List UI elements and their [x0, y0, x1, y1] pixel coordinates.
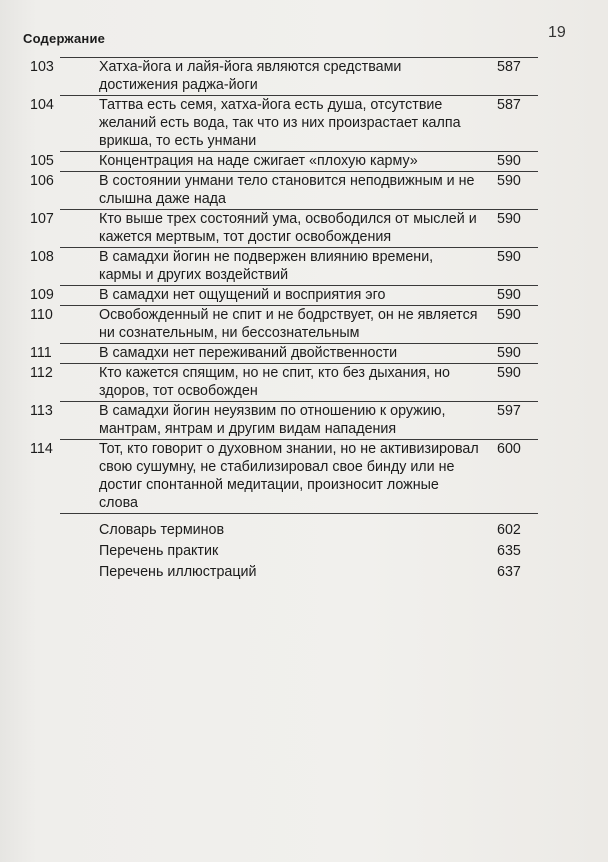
appendix-title: Перечень практик [99, 543, 219, 559]
appendix-page: 637 [497, 564, 521, 580]
appendix-title: Словарь терминов [99, 522, 225, 538]
entry-page: 590 [497, 365, 521, 381]
entry-number: 114 [30, 441, 53, 457]
toc-entry [30, 364, 538, 402]
entry-title: Освобожденный не спит и не бодрствует, он не является ни сознательным, ни бессознательным [99, 307, 478, 341]
entry-title: Концентрация на наде сжигает «плохую карму» [99, 153, 418, 169]
toc-entry [30, 172, 538, 210]
toc-entry [30, 248, 538, 286]
entry-title: В самадхи йогин неуязвим по отношению к оружию, мантрам, янтрам и другим видам нападения [99, 403, 446, 437]
entry-title: Кто выше трех состояний ума, освободился от мыслей и кажется мертвым, тот достиг освобождения [99, 211, 477, 245]
toc-entry [30, 96, 538, 152]
entry-number: 112 [30, 365, 53, 381]
entry-number: 107 [30, 211, 54, 227]
appendix-title: Перечень иллюстраций [99, 564, 257, 580]
toc-entry [30, 306, 538, 344]
appendix-entry [60, 520, 538, 541]
toc-entry [30, 57, 538, 96]
entry-title: В состоянии унмани тело становится неподвижным и не слышна даже нада [99, 173, 475, 207]
entry-number: 104 [30, 97, 54, 113]
entry-title: Кто кажется спящим, но не спит, кто без дыхания, но здоров, тот освобожден [99, 365, 450, 399]
table-of-contents [0, 57, 608, 583]
entry-page: 590 [497, 211, 521, 227]
entry-number: 110 [30, 307, 53, 323]
toc-entry [30, 402, 538, 440]
entry-page: 590 [497, 287, 521, 303]
entry-title: Хатха-йога и лайя-йога являются средствами достижения раджа-йоги [99, 59, 402, 93]
entry-page: 600 [497, 441, 521, 457]
entry-number: 103 [30, 59, 54, 75]
toc-entry [30, 152, 538, 172]
entry-page: 587 [497, 97, 521, 113]
entry-title: В самадхи нет переживаний двойственности [99, 345, 398, 361]
section-title: Содержание [23, 31, 106, 46]
entry-page: 590 [497, 307, 521, 323]
page-number: 19 [548, 24, 566, 41]
appendix-page: 635 [497, 543, 521, 559]
entry-page: 590 [497, 345, 521, 361]
entry-page: 587 [497, 59, 521, 75]
toc-entry [30, 440, 538, 514]
toc-entry [30, 210, 538, 248]
appendix-page: 602 [497, 522, 521, 538]
entry-number: 106 [30, 173, 54, 189]
entry-number: 109 [30, 287, 54, 303]
entry-number: 111 [30, 345, 52, 361]
entry-page: 590 [497, 249, 521, 265]
entry-title: Тот, кто говорит о духовном знании, но не активизировал свою сушумну, не стабилизировал свое бинду или не достиг спонтанной медитации, произносит ложные слова [99, 441, 479, 511]
toc-appendix [0, 520, 608, 583]
entry-page: 590 [497, 173, 521, 189]
entry-number: 108 [30, 249, 54, 265]
entry-number: 105 [30, 153, 54, 169]
entry-title: В самадхи нет ощущений и восприятия эго [99, 287, 386, 303]
appendix-entry [60, 562, 538, 583]
toc-entries [0, 57, 608, 514]
entry-title: Таттва есть семя, хатха-йога есть душа, отсутствие желаний есть вода, так что из них произрастает калпа врикша, то есть унмани [99, 97, 461, 149]
entry-number: 113 [30, 403, 53, 419]
entry-title: В самадхи йогин не подвержен влиянию времени, кармы и других воздействий [99, 249, 434, 283]
entry-page: 597 [497, 403, 521, 419]
entry-page: 590 [497, 153, 521, 169]
appendix-entry [60, 541, 538, 562]
toc-entry [30, 286, 538, 306]
toc-entry [30, 344, 538, 364]
